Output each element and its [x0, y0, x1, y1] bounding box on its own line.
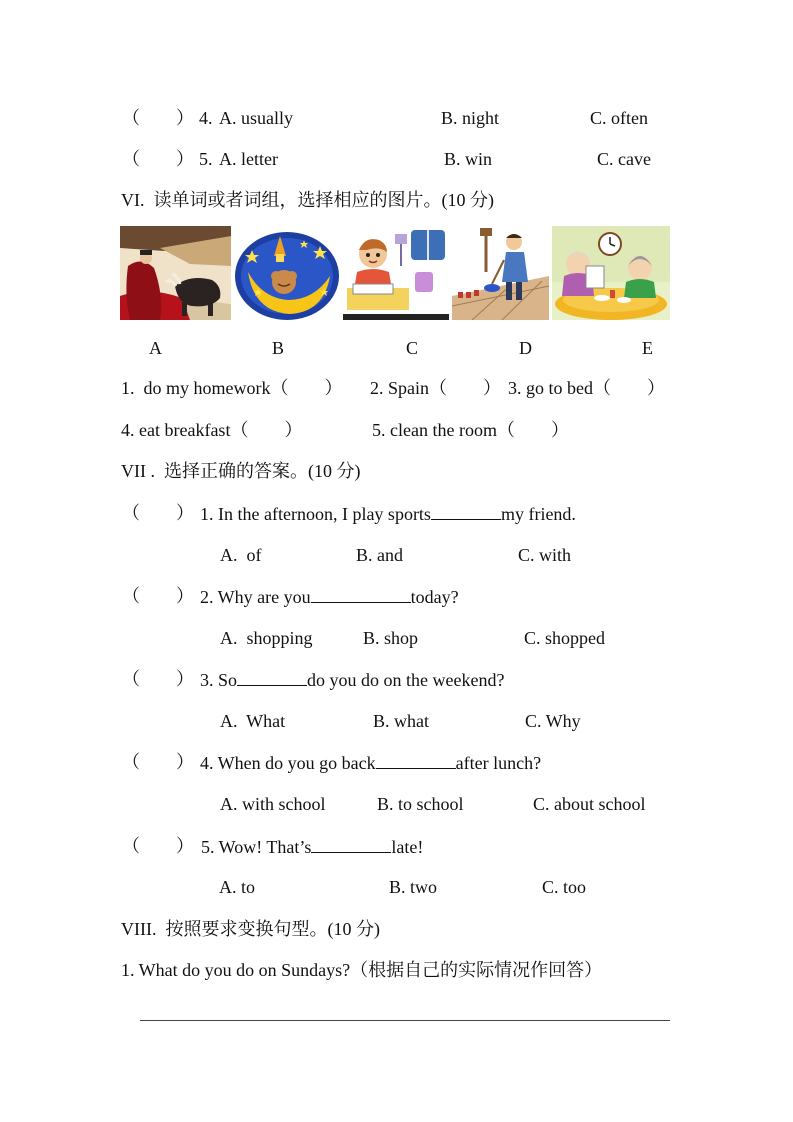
question-7-2-paren: （ ） [122, 586, 194, 606]
section-7-heading: VII . 选择正确的答案。(10 分) [121, 461, 361, 481]
question-5-5-number: 5. [199, 149, 213, 169]
question-7-3-option-a: A. What [220, 711, 286, 731]
match-item-5: 5. clean the room（ ） [372, 420, 569, 440]
question-7-2-option-c: C. shopped [524, 628, 605, 648]
answer-line[interactable] [140, 1020, 670, 1021]
picture-label-a: A [149, 338, 162, 358]
picture-label-b: B [272, 338, 285, 358]
question-7-1-option-b: B. and [356, 545, 403, 565]
question-7-3-stem: 3. So do you do on the weekend? [200, 670, 505, 690]
question-7-2-stem: 2. Why are you today? [200, 587, 459, 607]
question-7-1-option-a: A. of [220, 545, 262, 565]
question-7-4-option-b: B. to school [377, 794, 464, 814]
section-6-heading: VI. 读单词或者词组，选择相应的图片。(10 分) [121, 190, 494, 210]
question-5-5-option-b: B. win [444, 149, 493, 169]
question-7-2-option-a: A. shopping [220, 628, 313, 648]
question-7-5-paren: （ ） [122, 836, 194, 856]
boy-homework-image [343, 226, 449, 320]
question-7-1-stem: 1. In the afternoon, I play sports my friend. [200, 504, 576, 524]
breakfast-grandparents-image [552, 226, 670, 320]
question-7-4-option-c: C. about school [533, 794, 646, 814]
question-7-1-option-c: C. with [518, 545, 572, 565]
question-7-5-stem: 5. Wow! That’s late! [201, 837, 424, 857]
question-7-1-paren: （ ） [122, 503, 194, 523]
cleaning-room-image [452, 226, 549, 320]
picture-label-e: E [642, 338, 653, 358]
question-5-4-number: 4. [199, 108, 213, 128]
question-7-3-option-b: B. what [373, 711, 429, 731]
answer-blank[interactable] [311, 585, 411, 603]
question-7-5-option-c: C. too [542, 877, 587, 897]
picture-label-c: C [406, 338, 419, 358]
bullfight-image [120, 226, 231, 320]
picture-label-d: D [519, 338, 532, 358]
question-7-4-option-a: A. with school [220, 794, 326, 814]
question-7-3-option-c: C. Why [525, 711, 581, 731]
match-item-2: 2. Spain（ ） [370, 378, 502, 398]
answer-blank[interactable] [431, 502, 501, 520]
question-7-5-option-a: A. to [219, 877, 255, 897]
section-8-question-1: 1. What do you do on Sundays?（根据自己的实际情况作回答） [121, 960, 603, 980]
question-5-5-option-c: C. cave [597, 149, 651, 169]
section-8-heading: VIII. 按照要求变换句型。(10 分) [121, 919, 380, 939]
question-5-5-option-a: A. letter [219, 149, 278, 169]
match-item-4: 4. eat breakfast（ ） [121, 420, 303, 440]
question-7-3-paren: （ ） [122, 669, 194, 689]
question-5-4-option-c: C. often [590, 108, 648, 128]
question-7-4-paren: （ ） [122, 752, 194, 772]
match-item-1: 1. do my homework（ ） [121, 378, 343, 398]
question-5-4-option-b: B. night [441, 108, 500, 128]
question-5-4-paren: （ ） [122, 108, 194, 128]
sleeping-moon-image [234, 226, 340, 320]
match-item-3: 3. go to bed（ ） [508, 378, 665, 398]
answer-blank[interactable] [311, 835, 391, 853]
question-7-4-stem: 4. When do you go back after lunch? [200, 753, 542, 773]
answer-blank[interactable] [376, 751, 456, 769]
question-7-2-option-b: B. shop [363, 628, 419, 648]
question-5-5-paren: （ ） [122, 149, 194, 169]
question-5-4-option-a: A. usually [219, 108, 293, 128]
question-7-5-option-b: B. two [389, 877, 438, 897]
answer-blank[interactable] [237, 668, 307, 686]
